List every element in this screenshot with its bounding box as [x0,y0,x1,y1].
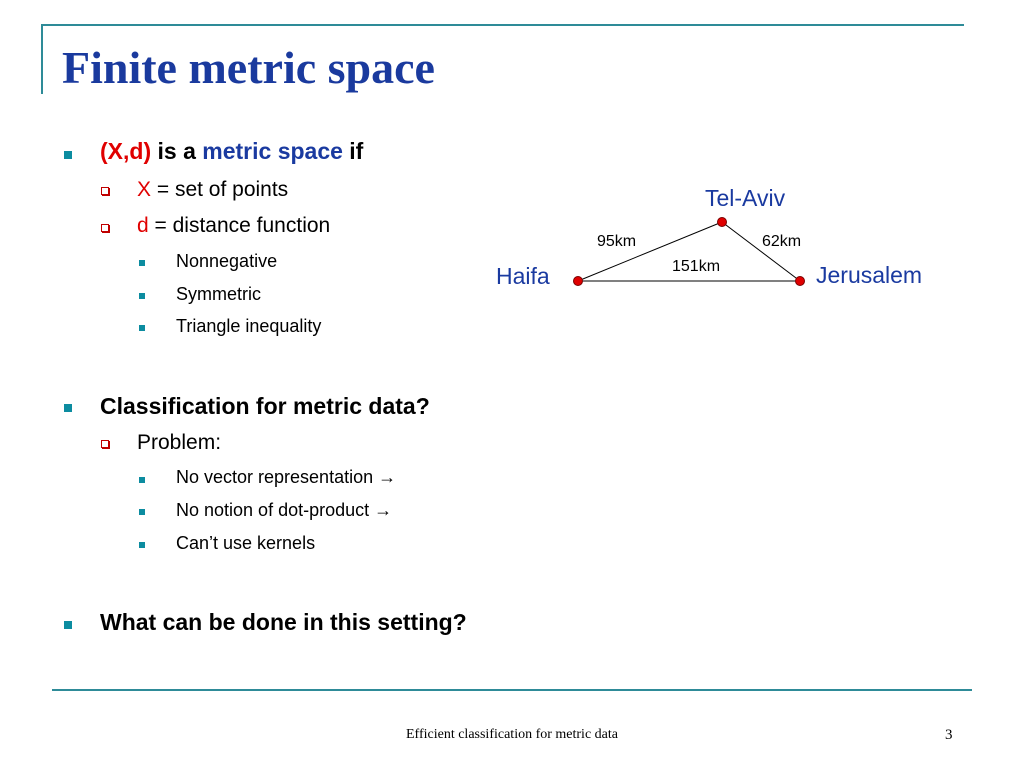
node-tel-aviv [718,218,727,227]
bullet-small-square-icon [139,509,145,515]
sub-bullet-x [137,178,288,202]
edge-telaviv-jerusalem [722,222,800,281]
problem-item: Can’t use kernels [176,533,316,553]
city-label-jerusalem: Jerusalem [816,262,923,288]
footer-divider [52,689,972,691]
d-definition: = distance function [148,214,331,237]
bullet-hollow-square-icon [101,187,109,195]
setting-question: What can be done in this setting? [100,609,467,635]
x-definition: = set of points [151,178,289,201]
x-symbol: X [137,178,152,201]
slide-title: Finite metric space [62,42,435,93]
text-fragment: if [342,138,364,164]
bullet-small-square-icon [139,293,145,299]
title-accent-horizontal [41,24,964,26]
bullet-hollow-square-icon [101,224,109,232]
node-haifa [574,277,583,286]
title-accent-vertical [41,24,43,94]
city-label-haifa: Haifa [496,263,550,289]
property-item: Triangle inequality [176,316,322,336]
footer-caption: Efficient classification for metric data [406,727,618,742]
distance-label-telaviv-jerusalem: 62km [762,233,802,250]
problem-label: Problem: [137,431,222,454]
page-number: 3 [945,727,953,743]
bullet-small-square-icon [139,542,145,548]
text-fragment: is a [151,138,203,164]
distance-label-telaviv-haifa: 95km [597,233,637,250]
bullet-square-icon [64,151,72,159]
distance-label-haifa-jerusalem: 151km [672,258,721,275]
xd-pair: (X,d) [100,138,152,164]
problem-item: No notion of dot-product → [176,500,393,520]
bullet-hollow-square-icon [101,440,109,448]
sub-bullet-d [137,214,330,238]
city-label-tel-aviv: Tel-Aviv [705,185,786,211]
metric-space-term: metric space [202,138,343,164]
bullet-small-square-icon [139,325,145,331]
bullet-square-icon [64,621,72,629]
problem-item: No vector representation → [176,467,397,487]
classification-heading: Classification for metric data? [100,393,430,419]
node-jerusalem [796,277,805,286]
bullet-small-square-icon [139,477,145,483]
bullet-square-icon [64,404,72,412]
property-item: Nonnegative [176,251,278,271]
bullet-metric-space-definition [100,138,363,165]
bullet-small-square-icon [139,260,145,266]
d-symbol: d [137,214,149,237]
property-item: Symmetric [176,284,261,304]
